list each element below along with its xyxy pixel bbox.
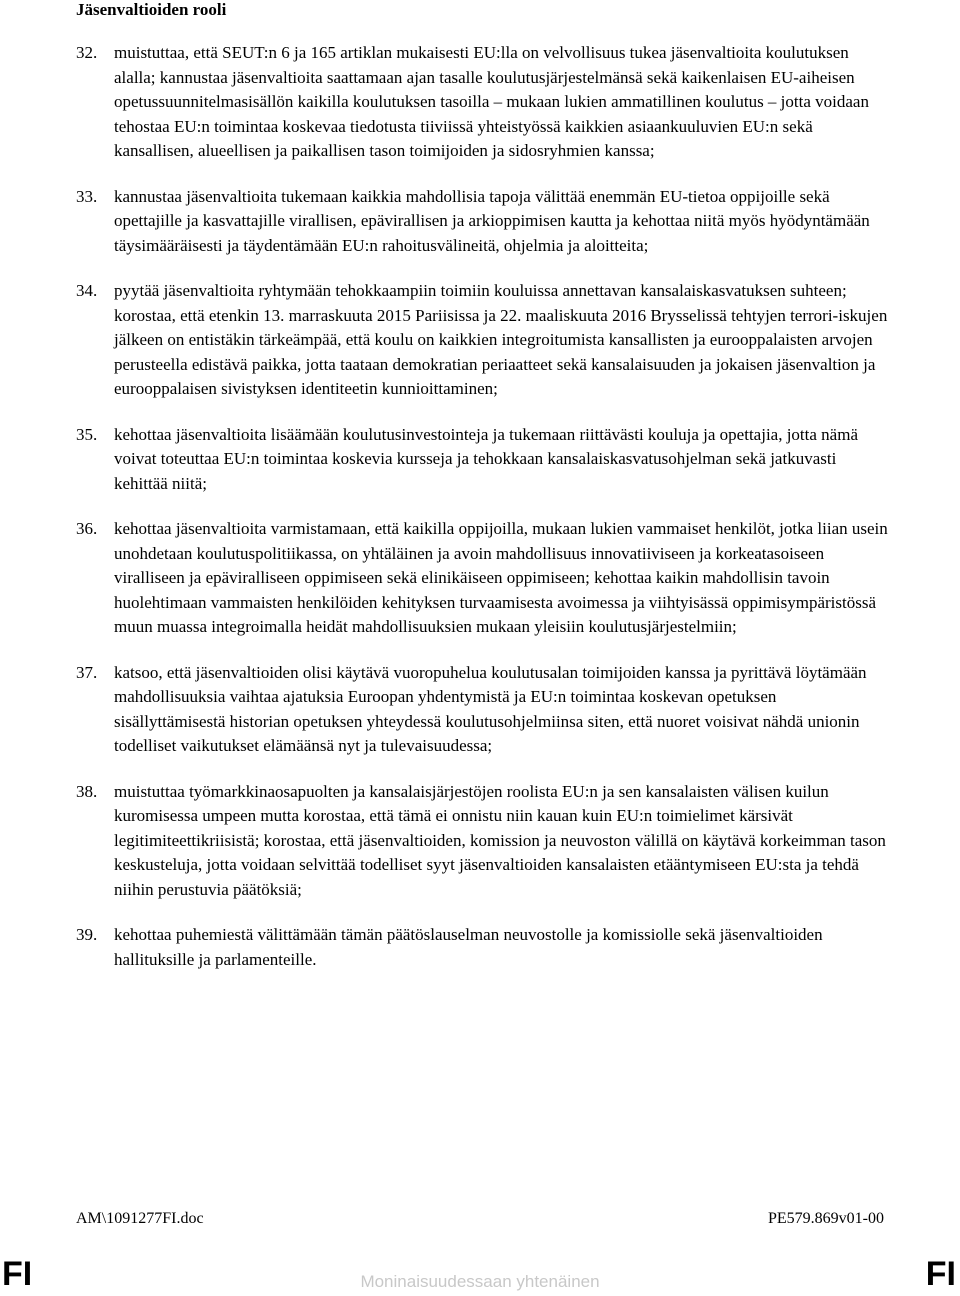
paragraph-text: pyytää jäsenvaltioita ryhtymään tehokkaampiin toimiin kouluissa annettavan kansalaiskasvatuksen suhteen; korostaa, että etenkin 13. marraskuuta 2015 Pariisissa ja 22. maaliskuuta 2016 Brysselissä tehtyjen terrori-iskujen jälkeen on entistäkin tärkeämpää, että koulu on kaikkien integroitumista kansallisten ja eurooppalaisten arvojen perusteella edistävä paikka, jotta taataan demokratian periaatteet sekä kansalaisuuden ja jokaisen jäsenvaltion ja eurooppalaisen sivistyksen identiteetin kunnioittaminen; bbox=[114, 281, 888, 398]
paragraph-text: kehottaa jäsenvaltioita varmistamaan, että kaikilla oppijoilla, mukaan lukien vammaiset henkilöt, jotka liian usein unohdetaan koulutuspolitiikassa, on yhtäläinen ja avoin mahdollisuus innovatiiviseen ja korkeatasoiseen viralliseen ja epäviralliseen oppimiseen sekä elinikäiseen oppimiseen; kehottaa kaikin mahdollisin tavoin huolehtimaan vammaisten henkilöiden kehityksen turvaamisesta avoimessa ja viihtyisässä oppimisympäristössä muun muassa integroimalla heidät mahdollisuuksien mukaan yleisiin koulutusjärjestelmiin; bbox=[114, 519, 888, 636]
paragraph-number: 39. bbox=[76, 925, 98, 944]
paragraph-item bbox=[76, 923, 888, 972]
paragraph-number: 32. bbox=[76, 43, 98, 62]
language-code-left: FI bbox=[2, 1255, 33, 1293]
paragraph-number: 37. bbox=[76, 662, 98, 682]
paragraph-item bbox=[76, 517, 888, 640]
paragraph-item bbox=[76, 661, 888, 759]
paragraph-text: kannustaa jäsenvaltioita tukemaan kaikkia mahdollisia tapoja välittää enemmän EU-tietoa oppijoille sekä opettajille ja kasvattajille virallisen, epävirallisen ja arkioppimisen kautta ja kehottaa niitä myös hyödyntämään täysimääräisesti ja täydentämään EU:n rahoitusvälineitä, ohjelmia ja aloitteita; bbox=[114, 186, 870, 255]
eu-motto: Moninaisuudessaan yhtenäinen bbox=[360, 1272, 600, 1291]
pe-reference: PE579.869v01-00 bbox=[768, 1210, 884, 1227]
paragraph-text: kehottaa jäsenvaltioita lisäämään koulutusinvestointeja ja tukemaan riittävästi kouluja ja opettajia, jotta nämä voivat toteuttaa EU:n toimintaa koskevia kursseja ja tehokkaan kansalaiskasvatusohjelman sekä jatkuvasti kehittää niitä; bbox=[114, 424, 858, 493]
paragraph-number: 34. bbox=[76, 281, 98, 300]
language-code-right: FI bbox=[925, 1255, 956, 1293]
paragraph-number: 36. bbox=[76, 519, 98, 538]
paragraph-item bbox=[76, 185, 888, 259]
document-reference: AM\1091277FI.doc bbox=[76, 1210, 204, 1227]
paragraph-text: katsoo, että jäsenvaltioiden olisi käytävä vuoropuhelua koulutusalan toimijoiden kanssa ja pyrittävä löytämään mahdollisuuksia vaihtaa ajatuksia Euroopan yhdentymistä ja EU:n toimintaa koskevan opetuksen sisällyttämisestä historian opetuksen yhteydessä koulutusohjelmiinsa siten, että nuoret voisivat nähdä unionin todelliset vaikutukset elämäänsä nyt ja tulevaisuudessa; bbox=[114, 662, 867, 755]
paragraph-item bbox=[76, 279, 888, 402]
section-heading: Jäsenvaltioiden rooli bbox=[76, 0, 227, 19]
paragraph-text: muistuttaa työmarkkinaosapuolten ja kansalaisjärjestöjen roolista EU:n ja sen kansalaisten välisen kuilun kuromisessa umpeen mutta korostaa, että tämä ei onnistu niin kauan kuin EU:n toimielimet kärsivät legitimiteettikriisistä; korostaa, että jäsenvaltioiden, komission ja neuvoston välillä on käytävä korkeimman tason keskusteluja, jotta voidaan selvittää todelliset syyt jäsenvaltioiden kansalaisten etääntymiseen EU:sta ja tehdä niihin perustuvia päätöksiä; bbox=[114, 781, 886, 899]
paragraph-item bbox=[76, 780, 888, 903]
paragraph-text: muistuttaa, että SEUT:n 6 ja 165 artiklan mukaisesti EU:lla on velvollisuus tukea jäsenvaltioita koulutuksen alalla; kannustaa jäsenvaltioita saattamaan ajan tasalle koulutusjärjestelmänsä sekä kaikenlaisen EU-aiheisen opetussuunnitelmasisällön kaikilla koulutuksen tasoilla – mukaan lukien ammatillinen koulutus – jotta voidaan tehostaa EU:n toimintaa koskevaa tiedotusta tiiviissä yhteistyössä kaikkien asiaankuuluvien EU:n sekä kansallisen, alueellisen ja paikallisen tason toimijoiden ja sidosryhmien kanssa; bbox=[114, 43, 869, 160]
paragraph-number: 38. bbox=[76, 781, 98, 801]
paragraph-number: 35. bbox=[76, 424, 98, 444]
paragraph-item bbox=[76, 41, 888, 164]
paragraph-text: kehottaa puhemiestä välittämään tämän päätöslauselman neuvostolle ja komissiolle sekä jäsenvaltioiden hallituksille ja parlamenteille. bbox=[114, 925, 823, 969]
paragraph-number: 33. bbox=[76, 186, 98, 206]
paragraph-list bbox=[76, 41, 888, 993]
paragraph-item bbox=[76, 423, 888, 497]
